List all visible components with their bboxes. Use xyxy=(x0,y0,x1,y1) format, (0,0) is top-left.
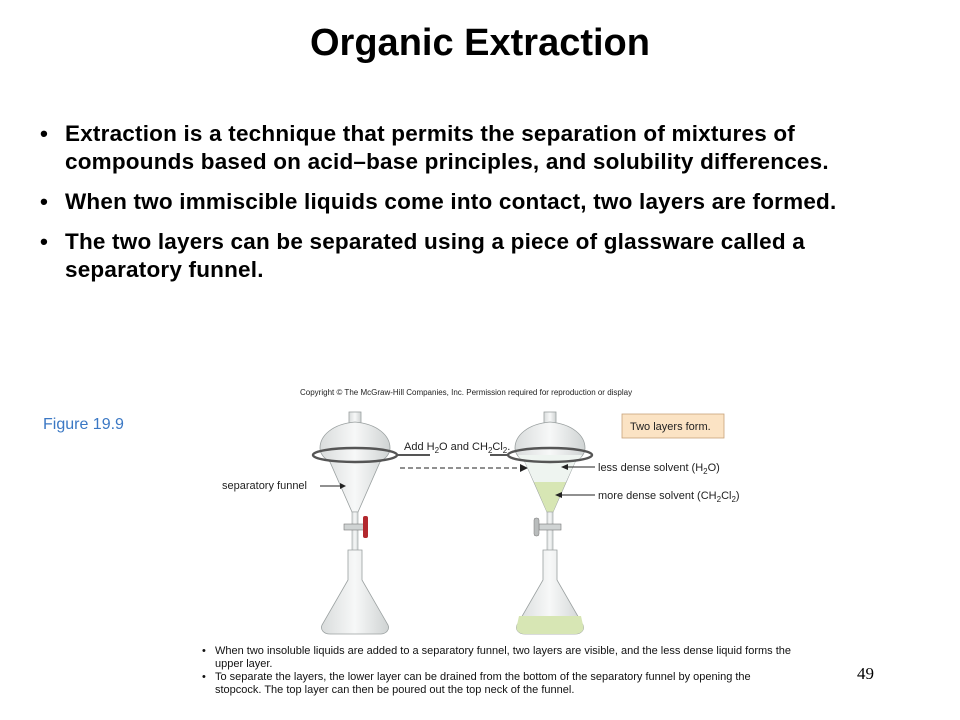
more-dense-label: more dense solvent $(CH_2Cl_2)$ xyxy=(598,490,740,504)
caption-item xyxy=(200,671,800,697)
caption-text: To separate the layers, the lower layer can be drained from the bottom of the separatory funnel by opening the stopcock. The top layer can then be poured out the top neck of the funnel. xyxy=(215,671,751,696)
page-number: 49 xyxy=(857,664,874,683)
bullet-item xyxy=(40,120,900,176)
stopcock-body xyxy=(539,524,561,530)
stopcock-handle xyxy=(534,518,539,536)
bullet-item xyxy=(40,228,900,284)
two-layers-label: Two layers form. xyxy=(630,421,711,433)
less-dense-label: less dense solvent $(H_2O)$ xyxy=(598,462,720,476)
separatory-funnel-figure xyxy=(200,400,800,645)
figure-caption xyxy=(200,645,800,697)
bullet-list xyxy=(40,120,900,296)
separatory-funnel-label: separatory funnel xyxy=(222,480,307,492)
caption-bullet: • xyxy=(202,671,206,683)
bullet-dot: • xyxy=(40,189,49,214)
figure-reference: Figure 19.9 xyxy=(43,416,124,433)
add-solvents-label: Add $H_2O$ and $CH_2Cl_2$. xyxy=(404,441,511,455)
bullet-dot: • xyxy=(40,121,49,146)
caption-text: When two insoluble liquids are added to a separatory funnel, two layers are visible, and the less dense liquid forms the upper layer. xyxy=(215,645,791,670)
drained-layer-liquid xyxy=(516,616,583,634)
bullet-item xyxy=(40,188,900,216)
erlenmeyer-flask xyxy=(321,550,388,634)
bullet-text: When two immiscible liquids come into contact, two layers are formed. xyxy=(65,189,837,214)
caption-bullet: • xyxy=(202,645,206,657)
bullet-text: Extraction is a technique that permits the separation of mixtures of compounds based on acid–base principles, and solubility differences. xyxy=(65,121,829,174)
bullet-dot: • xyxy=(40,229,49,254)
funnel-bulb xyxy=(320,422,390,512)
stopcock-handle xyxy=(363,516,368,538)
copyright-notice: Copyright © The McGraw-Hill Companies, Inc. Permission required for reproduction or display xyxy=(300,388,633,397)
slide-title: Organic Extraction xyxy=(310,22,650,64)
stopcock-body xyxy=(344,524,366,530)
bullet-text: The two layers can be separated using a piece of glassware called a separatory funnel. xyxy=(65,229,805,282)
caption-item xyxy=(200,645,800,671)
